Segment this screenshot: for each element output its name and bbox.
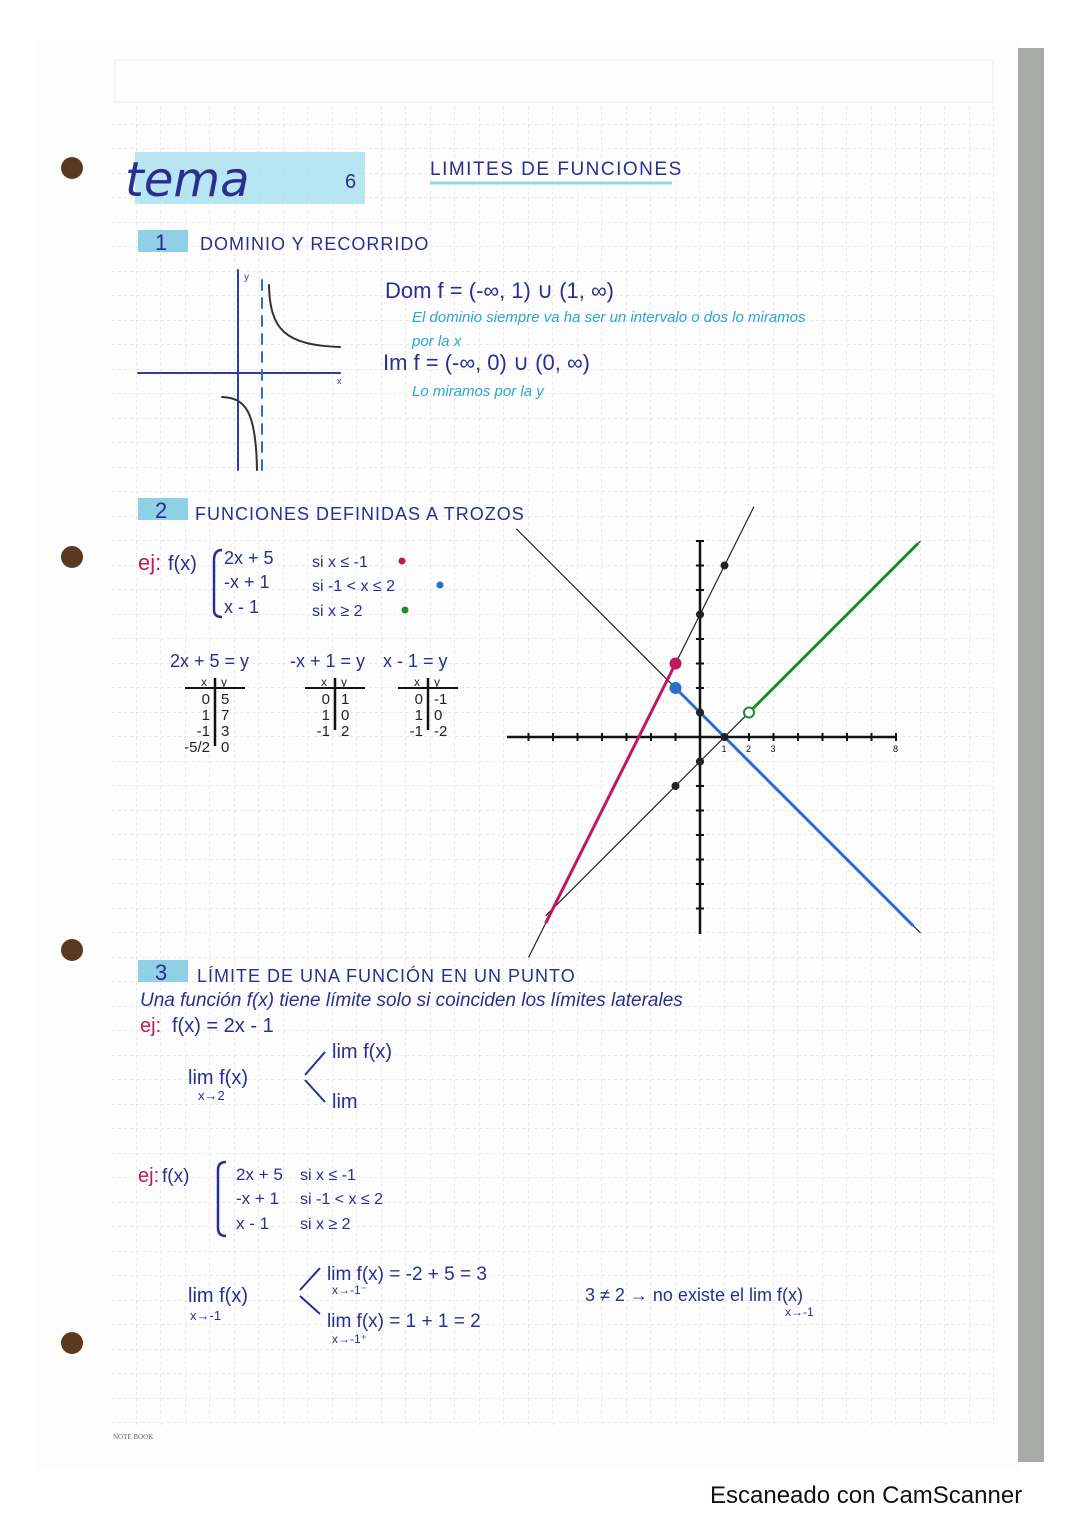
piece-expr: -x + 1 <box>236 1189 279 1208</box>
piece-cond: si -1 < x ≤ 2 <box>312 578 396 595</box>
closed-point <box>673 783 679 789</box>
scanner-watermark: Escaneado con CamScanner <box>710 1482 1023 1509</box>
piece-expr: 2x + 5 <box>236 1165 283 1184</box>
title-word: tema <box>125 152 250 208</box>
title-number: 6 <box>345 171 357 193</box>
closed-point <box>697 710 703 716</box>
table-header: y <box>221 675 227 689</box>
closed-point <box>697 759 703 765</box>
example-function: f(x) = 2x - 1 <box>172 1015 274 1037</box>
table-cell-y: 1 <box>341 691 350 708</box>
table-cell-y: 2 <box>341 723 350 740</box>
table-cell-y: 0 <box>341 707 350 724</box>
section-number: 3 <box>155 960 168 985</box>
limit-expression: lim f(x) <box>188 1067 248 1089</box>
piece-color-dot <box>402 607 409 614</box>
image-note: Lo miramos por la y <box>412 383 544 400</box>
table-equation: 2x + 5 = y <box>170 651 250 671</box>
table-cell-x: 1 <box>321 707 330 724</box>
image-formula: Im f = (-∞, 0) ∪ (0, ∞) <box>383 350 590 375</box>
domain-note-cont: por la x <box>412 333 462 350</box>
table-cell-y: 0 <box>434 707 443 724</box>
binder-hole <box>61 546 83 568</box>
table-equation: -x + 1 = y <box>290 651 366 671</box>
binder-hole <box>61 1332 83 1354</box>
piece-expr: x - 1 <box>224 597 260 617</box>
closed-point <box>671 659 681 669</box>
table-cell-y: 3 <box>221 723 230 740</box>
piece-cond: si x ≥ 2 <box>300 1216 351 1233</box>
x-axis-label: x <box>337 376 342 386</box>
x-tick-label: 3 <box>770 744 776 754</box>
limit-conclusion-subscript: x→-1 <box>785 1305 814 1319</box>
closed-point <box>722 563 728 569</box>
limit-conclusion: 3 ≠ 2 → no existe el lim f(x) <box>585 1285 803 1305</box>
x-tick-label: 1 <box>721 744 727 754</box>
table-cell-y: -1 <box>434 691 448 708</box>
table-cell-x: -1 <box>409 723 423 740</box>
binder-hole <box>61 157 83 179</box>
table-cell-y: 0 <box>221 739 230 756</box>
right-limit: lim f(x) = 1 + 1 = 2 <box>327 1311 481 1332</box>
piece-expr: x - 1 <box>236 1214 270 1233</box>
table-cell-y: 7 <box>221 707 230 724</box>
example-label: ej: <box>140 1015 162 1037</box>
table-header: x <box>201 675 207 689</box>
limit-expression: lim f(x) <box>188 1285 248 1307</box>
table-cell-x: -1 <box>316 723 330 740</box>
section-title: DOMINIO Y RECORRIDO <box>200 234 430 254</box>
table-cell-y: 5 <box>221 691 230 708</box>
table-cell-x: 0 <box>321 691 330 708</box>
x-tick-label: 2 <box>746 744 752 754</box>
notebook-mark: NOTE BOOK <box>113 1433 154 1441</box>
table-equation: x - 1 = y <box>383 651 448 671</box>
table-cell-x: 1 <box>414 707 423 724</box>
piece-expr: 2x + 5 <box>224 548 274 568</box>
domain-formula: Dom f = (-∞, 1) ∪ (1, ∞) <box>385 278 614 303</box>
left-limit: lim f(x) <box>332 1041 392 1063</box>
piece-cond: si x ≥ 2 <box>312 603 363 620</box>
table-header: x <box>414 675 420 689</box>
page-edge-shadow <box>1018 48 1044 1462</box>
example-label: ej: <box>138 550 162 575</box>
piece-color-dot <box>437 582 444 589</box>
function-name: f(x) <box>168 553 197 575</box>
piece-expr: -x + 1 <box>224 572 270 592</box>
domain-note: El dominio siempre va ha ser un intervalo o dos lo miramos <box>412 309 806 326</box>
y-axis-label: y <box>244 272 249 283</box>
table-header: y <box>341 675 347 689</box>
piece-color-dot <box>399 558 406 565</box>
section-title: LÍMITE DE UNA FUNCIÓN EN UN PUNTO <box>197 966 576 986</box>
title-text: LIMITES DE FUNCIONES <box>430 159 683 180</box>
example-label: ej: <box>138 1165 160 1187</box>
limit-subscript: x→2 <box>198 1088 225 1103</box>
table-header: y <box>434 675 440 689</box>
left-limit-subscript: x→-1⁻ <box>332 1283 368 1297</box>
binder-hole <box>61 939 83 961</box>
right-limit: lim <box>332 1091 358 1113</box>
section-title: FUNCIONES DEFINIDAS A TROZOS <box>195 504 525 524</box>
piece-cond: si x ≤ -1 <box>312 554 368 571</box>
table-cell-y: -2 <box>434 723 448 740</box>
piece-cond: si -1 < x ≤ 2 <box>300 1191 384 1208</box>
table-cell-x: -1 <box>196 723 210 740</box>
table-cell-x: 0 <box>201 691 210 708</box>
x-tick-label: 8 <box>893 744 899 754</box>
right-limit-subscript: x→-1⁺ <box>332 1332 368 1346</box>
closed-point <box>722 734 728 740</box>
closed-point <box>697 612 703 618</box>
piece-cond: si x ≤ -1 <box>300 1167 356 1184</box>
open-point <box>744 708 754 718</box>
left-limit: lim f(x) = -2 + 5 = 3 <box>327 1264 487 1285</box>
closed-point <box>671 683 681 693</box>
table-cell-x: 0 <box>414 691 423 708</box>
table-header: x <box>321 675 327 689</box>
table-cell-x: 1 <box>201 707 210 724</box>
limit-definition: Una función f(x) tiene límite solo si coinciden los límites laterales <box>140 990 683 1011</box>
table-cell-x: -5/2 <box>184 739 210 756</box>
section-number: 1 <box>155 230 168 255</box>
limit-subscript: x→-1 <box>190 1308 222 1323</box>
function-name: f(x) <box>162 1166 190 1187</box>
section-number: 2 <box>155 498 168 523</box>
